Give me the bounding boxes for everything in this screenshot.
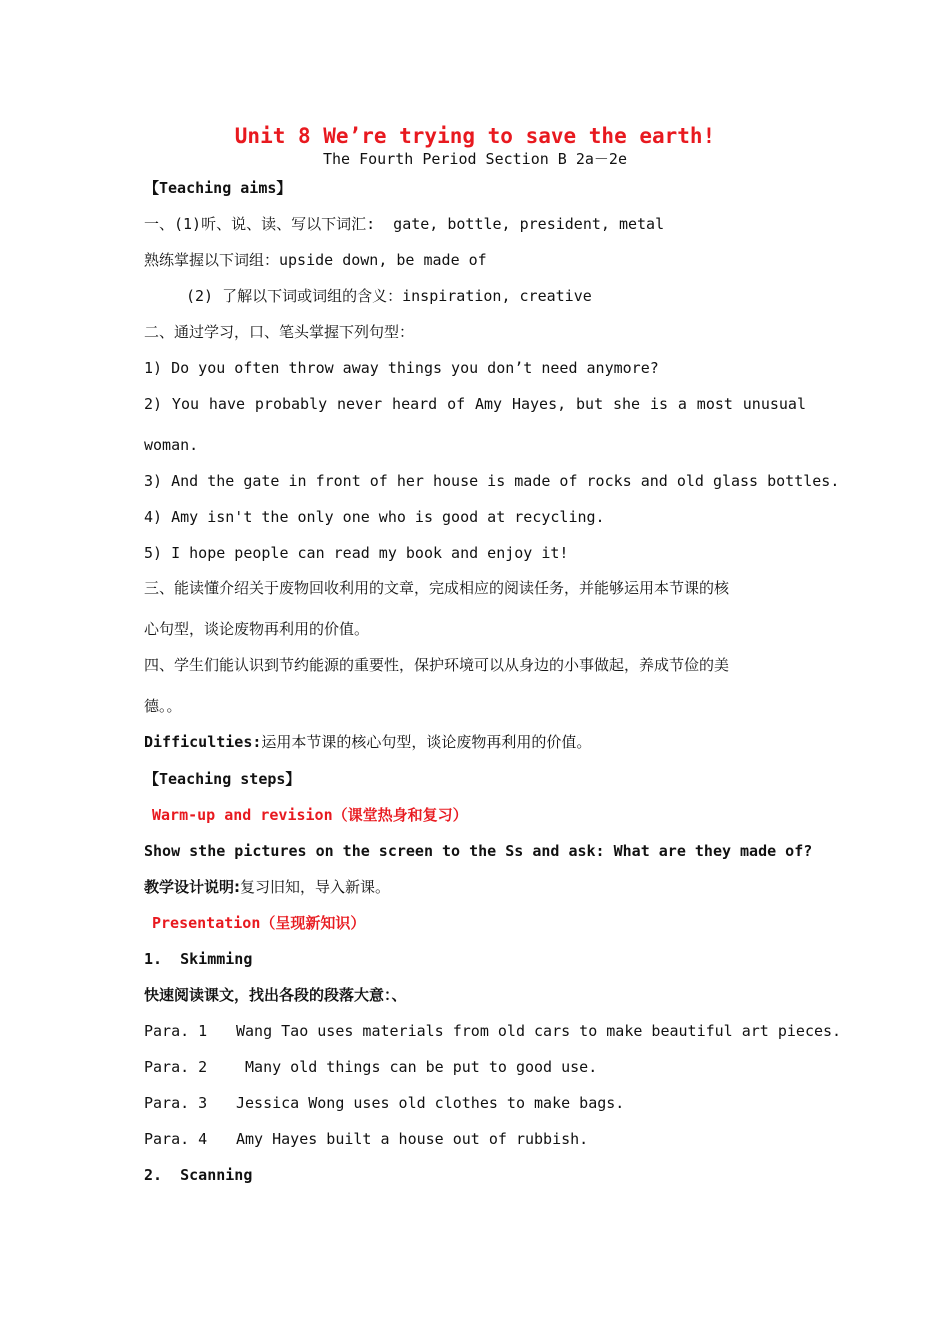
aim-sentence-patterns: 二、通过学习，口、笔头掌握下列句型： <box>144 323 415 341</box>
difficulties-label: Difficulties: <box>144 733 262 751</box>
aim-vocabulary: 一、(1)听、说、读、写以下词汇: gate, bottle, president, metal <box>144 215 665 233</box>
skimming-instruction: 快速阅读课文，找出各段的段落大意：、 <box>144 986 407 1004</box>
para-summary: Many old things can be put to good use. <box>236 1058 598 1076</box>
sentence-2-continued: woman. <box>144 436 199 454</box>
para-summary: Amy Hayes built a house out of rubbish. <box>236 1130 589 1148</box>
para-label: Para. 4 <box>144 1130 208 1148</box>
document-title: Unit 8 We’re trying to save the earth! <box>234 124 716 148</box>
para-label: Para. 1 <box>144 1022 208 1040</box>
aim-meanings: (2) 了解以下词或词组的含义：inspiration, creative <box>186 287 592 305</box>
para-row <box>144 1057 597 1077</box>
para-label: Para. 2 <box>144 1058 208 1076</box>
design-note <box>144 877 390 897</box>
sentence-5: 5) I hope people can read my book and enjoy it! <box>144 544 569 562</box>
para-row <box>144 1093 624 1113</box>
para-summary: Jessica Wong uses old clothes to make bags. <box>236 1094 625 1112</box>
para-label: Para. 3 <box>144 1094 208 1112</box>
teaching-steps-heading: 【Teaching steps】 <box>144 770 301 788</box>
aim-phrases: 熟练掌握以下词组：upside down, be made of <box>144 251 487 269</box>
sentence-1: 1) Do you often throw away things you don’t need anymore? <box>144 359 659 377</box>
difficulties-line <box>144 732 591 752</box>
warmup-heading: Warm-up and revision（课堂热身和复习） <box>152 806 468 824</box>
design-note-text: 复习旧知，导入新课。 <box>240 878 391 896</box>
presentation-heading: Presentation（呈现新知识） <box>152 914 366 932</box>
aim-values-line-1: 四、学生们能认识到节约能源的重要性，保护环境可以从身边的小事做起，养成节俭的美 <box>144 656 730 674</box>
skimming-heading: 1. Skimming <box>144 950 253 968</box>
para-summary: Wang Tao uses materials from old cars to make beautiful art pieces. <box>236 1022 842 1040</box>
teaching-aims-heading: 【Teaching aims】 <box>144 179 292 197</box>
sentence-4: 4) Amy isn't the only one who is good at recycling. <box>144 508 605 526</box>
scanning-heading: 2. Scanning <box>144 1166 253 1184</box>
para-row <box>144 1021 841 1041</box>
aim-reading-line-1: 三、能读懂介绍关于废物回收利用的文章，完成相应的阅读任务，并能够运用本节课的核 <box>144 579 730 597</box>
sentence-3: 3) And the gate in front of her house is made of rocks and old glass bottles. <box>144 472 840 490</box>
design-note-label: 教学设计说明: <box>144 878 240 896</box>
warmup-instruction: Show sthe pictures on the screen to the Ss and ask: What are they made of? <box>144 842 813 860</box>
para-row <box>144 1129 588 1149</box>
aim-values-line-2: 德。。 <box>144 697 182 715</box>
document-subtitle: The Fourth Period Section B 2a－2e <box>323 150 627 168</box>
aim-reading-line-2: 心句型，谈论废物再利用的价值。 <box>144 620 370 638</box>
difficulties-text: 运用本节课的核心句型，谈论废物再利用的价值。 <box>261 733 592 751</box>
sentence-2: 2) You have probably never heard of Amy Hayes, but she is a most unusual <box>144 395 806 413</box>
